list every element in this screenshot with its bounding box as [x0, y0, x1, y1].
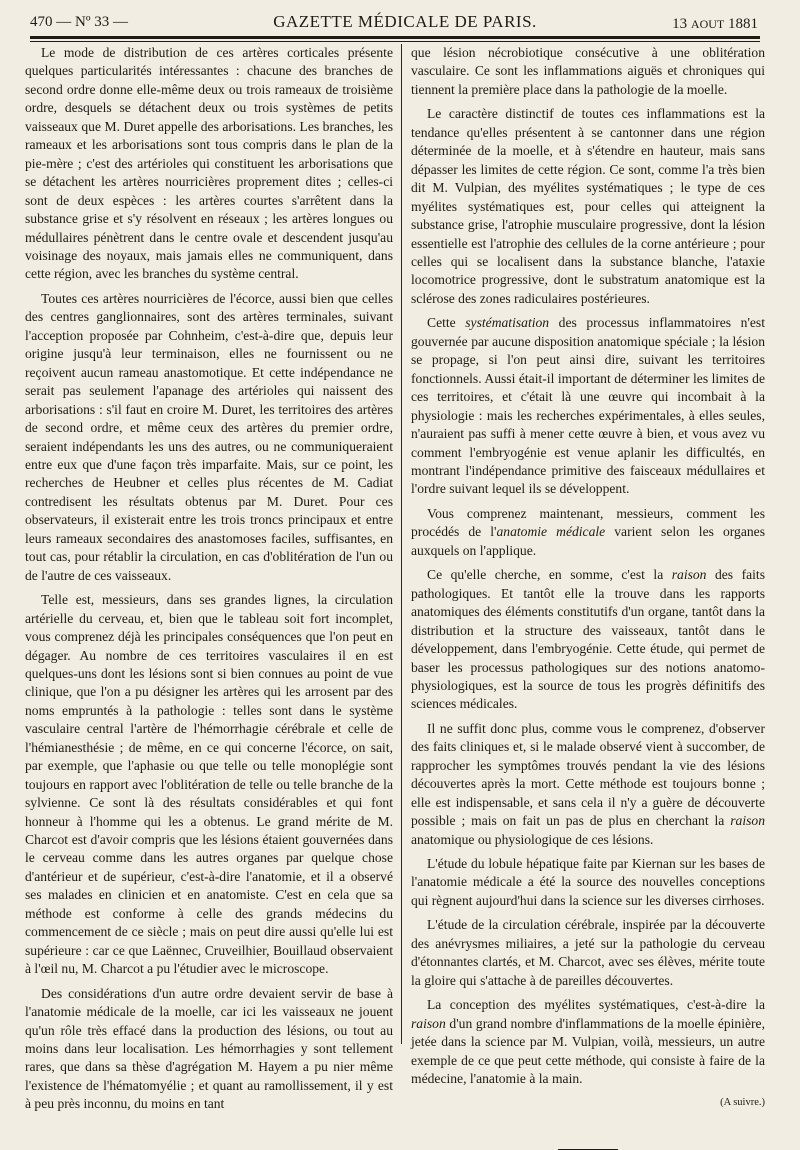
page-header [30, 12, 780, 34]
paragraph: Il ne suffit donc plus, comme vous le comprenez, d'observer des faits cliniques et, si le malade observé vient à succomber, de rapprocher les symptômes trouvés pendant la vie des lésions découvertes après la mort. Cette méthode est toujours bonne ; elle est indispensable, et sans cela il n'y a guère de découverte possible ; mais on fait un pas de plus en cherchant la raison anatomique ou physiologique de ces lésions. [411, 720, 765, 847]
left-column [25, 44, 393, 1120]
date-day: 13 [672, 16, 688, 32]
header-rule-thin [30, 41, 760, 42]
paragraph: L'étude du lobule hépatique faite par Kiernan sur les bases de l'anatomie médicale a été la source des nouvelles conceptions qui règnent aujourd'hui dans la science sur les diverses cirrhoses. [411, 856, 765, 908]
paragraph: Le mode de distribution de ces artères corticales présente quelques particularités intéressantes : chacune des branches de second ordre donne elle-même deux ou trois rameaux de troisième ordre, desquels se détachent deux ou trois systèmes de petits vaisseaux que M. Duret appelle des arborisations. Les branches, les rameaux et les arborisations sont tous compris dans le plan de la pie-mère ; c'est des artérioles qui constituent les arborisations que se détachent les artères nourricières proprement dites ; celles-ci sont de deux espèces : les artères courtes s'arrêtent dans la substance grise et s'y résolvent en réseaux ; les artères longues ou médullaires pénètrent dans le centre ovale et descendent jusqu'au voisinage des noyaux, mais jamais elles ne communiquent, dans cette région, avec les branches du système central. [25, 45, 393, 282]
date-year: 1881 [728, 16, 758, 32]
paragraph: Vous comprenez maintenant, messieurs, comment les procédés de l'anatomie médicale varient selon les organes auxquels on l'applique. [411, 505, 765, 558]
right-column [411, 44, 765, 1150]
to-be-continued: (A suivre.) [720, 1097, 765, 1109]
paragraph: Telle est, messieurs, dans ses grandes lignes, la circulation artérielle du cerveau, et, bien que le tableau soit fort incomplet, vous comprenez déjà les principales conséquences que l'on peut en dégager. Au nombre de ces territoires vasculaires il en est quelques-uns dont les lésions sont si bien connues au point de vue clinique, que l'on a pu désigner les artères qui les arrosent par des noms empruntés à la pathologie : telles sont dans le système vasculaire central l'artère de l'hémorrhagie cérébrale et celle de l'hémianesthésie ; de même, en ce qui concerne l'écorce, on sait, par exemple, que l'aphasie ou que telle ou telle monoplégie sont toujours en rapport avec l'oblitération de telle ou telle branche de la sylvienne. Ce sont là des résultats considérables et qui font honneur à l'homme qui les a obtenus. Le grand mérite de M. Charcot est d'avoir compris que les lésions étaient gouvernées dans le cerveau comme dans les autres organes par quelque chose d'antérieur et de supérieur, c'est-à-dire l'anatomie, et il a observé ses malades en clinicien et en anatomiste. C'est en cela que sa méthode est conforme à celle des grands médecins du commencement de ce siècle ; mais on peut dire aussi qu'elle lui est supérieure : car ce que Laënnec, Cruveilhier, Bouillaud observaient à l'œil nu, M. Charcot a pu l'étudier avec le microscope. [25, 592, 393, 977]
paragraph: Le caractère distinctif de toutes ces inflammations est la tendance qu'elles présentent à se cantonner dans une région déterminée de la moelle, et à s'étendre en hauteur, mais sans dépasser les limites de cette région. Ce sont, comme l'a très bien dit M. Vulpian, des myélites systématiques ; le type de ces myélites systématiques est, pour celles qui atteignent la substance grise, l'atrophie musculaire progressive, dont la lésion essentielle est l'atrophie des cellules de la corne antérieure ; pour celles qui se localisent dans la substance blanche, l'ataxie locomotrice progressive, dont le substratum anatomique est la sclérose des zones radiculaires postérieures. [411, 106, 765, 306]
paragraph: L'étude de la circulation cérébrale, inspirée par la découverte des anévrysmes miliaires, a jeté sur la pathologie du cerveau d'étonnantes clartés, et M. Charcot, avec ses élèves, mérite toute la gloire qui s'attache à de pareilles découvertes. [411, 917, 765, 988]
journal-title: GAZETTE MÉDICALE DE PARIS. [273, 12, 537, 31]
paragraph: La conception des myélites systématiques, c'est-à-dire la raison d'un grand nombre d'inflammations de la moelle épinière, jetée dans la science par M. Vulpian, voilà, messieurs, un autre exemple de ce que peut cette méthode, qui consiste à faire de la médecine, l'anatomie à la main. [411, 997, 765, 1087]
paragraph: Ce qu'elle cherche, en somme, c'est la raison des faits pathologiques. Et tantôt elle la trouve dans les rapports anatomiques des éléments constitutifs d'un organe, tantôt dans la distribution et la structure des vaisseaux, tantôt dans le développement, dans l'embryogénie. Cette étude, qui permet de baser les processus pathologiques sur des notions anatomo-physiologiques, est la source de tous les progrès définitifs des sciences médicales. [411, 567, 765, 712]
paragraph: Cette systématisation des processus inflammatoires n'est gouvernée par aucune disposition anatomique spéciale ; la lésion se propage, si l'on peut ainsi dire, suivant les territoires fonctionnels. Aussi était-il important de déterminer les limites de ces territoires, et c'était là une œuvre qui incombait à la physiologie : mais les recherches expérimentales, à elles seules, n'auraient pas suffi à mener cette œuvre à bien, et vous avez vu comment l'embryogénie est venue aplanir les difficultés, en montrant l'indépendance primitive des faisceaux médullaires et l'ordre suivant lequel ils se développent. [411, 315, 765, 497]
paragraph: que lésion nécrobiotique consécutive à une oblitération vasculaire. Ce sont les inflammations aiguës et chroniques qui tiennent la première place dans la pathologie de la moelle. [411, 45, 765, 97]
page-number: 470 — Nº 33 — [30, 14, 128, 30]
paragraph: Des considérations d'un autre ordre devaient servir de base à l'anatomie médicale de la moelle, car ici les vaisseaux ne jouent qu'un rôle très effacé dans la production des lésions, ou tout au moins dans leur localisation. Les hémorrhagies y sont tellement rares, que dans sa thèse d'agrégation M. Hayem a pu nier même l'existence de l'hématomyélie ; et quant au ramollissement, il y est à peu près inconnu, du moins en tant [25, 985, 393, 1112]
issue-date [672, 16, 758, 33]
header-rule-thick [30, 36, 760, 39]
paragraph: Toutes ces artères nourricières de l'écorce, aussi bien que celles des centres ganglionnaires, sont des artères terminales, suivant l'acception proposée par Cohnheim, c'est-à-dire que, depuis leur origine jusqu'à leur terminaison, elles ne fournissent ou ne reçoivent aucun rameau anastomotique. Et cette indépendance ne serait pas seulement l'apanage des artérioles qui naissent des arborisations : s'il faut en croire M. Duret, les territoires des artères de second ordre, et même ceux des artères du premier ordre, seraient indépendants les uns des autres, ou ne communiqueraient entre eux que d'une façon très imparfaite. Mais, sur ce point, les recherches de Heubner et celles plus récentes de M. Cadiat contredisent les résultats obtenus par M. Duret. Pour ces observateurs, il existerait entre les trois troncs principaux et entre leurs rameaux secondaires des anastomoses faciles, suffisantes, en tout cas, pour rétablir la circulation, en cas d'oblitération de l'un ou de l'autre de ces vaisseaux. [25, 290, 393, 583]
column-divider [401, 44, 402, 1044]
date-month: AOUT [690, 17, 725, 31]
